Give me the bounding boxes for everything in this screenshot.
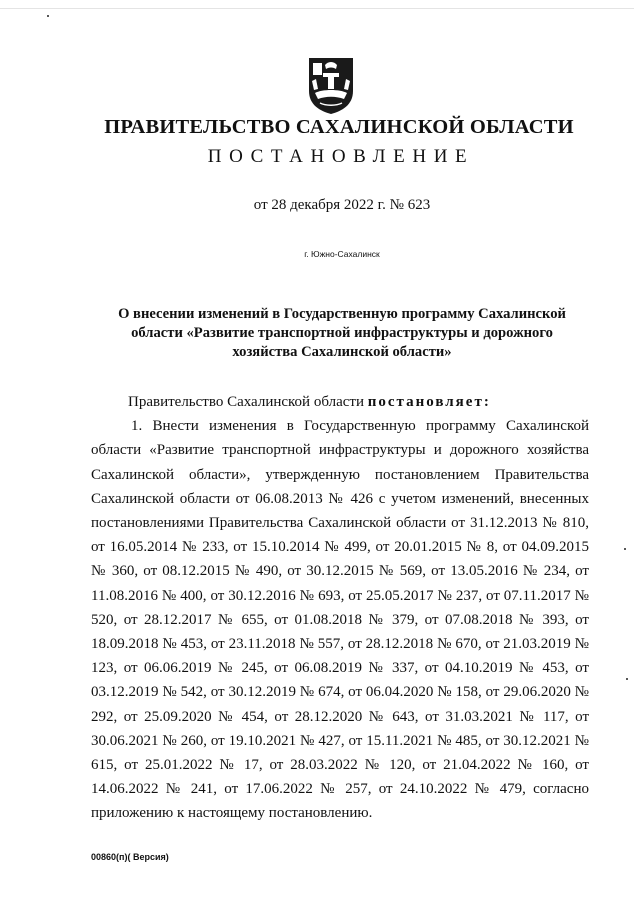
scan-speck	[626, 678, 628, 680]
document-title-line: области «Развитие транспортной инфраструктуры и дорожного	[131, 325, 553, 341]
item-1-paragraph: 1. Внести изменения в Государственную программу Сахалинской области «Развитие транспортной инфраструктуры и дорожного хозяйства Сахалинской области», утвержденную постановлением Правительства Сахалинской области от 06.08.2013 № 426 с учетом изменений, внесенных постановлениями Правительства Сахалинской области от 31.12.2013 № 810, от 16.05.2014 № 233, от 15.10.2014 № 499, от 20.01.2015 № 8, от 04.09.2015 № 360, от 08.12.2015 № 490, от 30.12.2015 № 569, от 13.05.2016 № 234, от 11.08.2016 № 400, от 30.12.2016 № 693, от 25.05.2017 № 237, от 07.11.2017 № 520, от 28.12.2017 № 655, от 01.08.2018 № 379, от 07.08.2018 № 393, от 18.09.2018 № 453, от 23.11.2018 № 557, от 28.12.2018 № 670, от 21.03.2019 № 123, от 06.06.2019 № 245, от 06.08.2019 № 337, от 04.10.2019 № 453, от 03.12.2019 № 542, от 30.12.2019 № 674, от 06.04.2020 № 158, от 29.06.2020 № 292, от 25.09.2020 № 454, от 28.12.2020 № 643, от 31.03.2021 № 117, от 30.06.2021 № 260, от 19.10.2021 № 427, от 15.11.2021 № 485, от 30.12.2021 № 615, от 25.01.2022 № 17, от 28.03.2022 № 120, от 21.04.2022 № 160, от 14.06.2022 № 241, от 17.06.2022 № 257, от 24.10.2022 № 479, согласно приложению к настоящему постановлению.	[91, 418, 589, 822]
scan-speck	[624, 548, 626, 550]
document-title	[96, 305, 588, 362]
document-date-number: от 28 декабря 2022 г. № 623	[253, 197, 431, 213]
scan-edge	[0, 8, 634, 9]
intro-prefix: Правительство Сахалинской области	[128, 394, 368, 410]
coat-of-arms-icon	[306, 55, 356, 115]
organization-name: ПРАВИТЕЛЬСТВО САХАЛИНСКОЙ ОБЛАСТИ	[104, 116, 574, 138]
document-title-line: О внесении изменений в Государственную программу Сахалинской	[118, 306, 566, 322]
intro-paragraph	[91, 390, 589, 414]
document-title-line: хозяйства Сахалинской области»	[232, 344, 452, 360]
intro-action: постановляет:	[367, 394, 491, 410]
document-body	[91, 390, 589, 826]
document-city: г. Южно-Сахалинск	[304, 249, 380, 259]
scan-speck	[47, 15, 49, 17]
footer-form-code: 00860(п)( Версия)	[91, 852, 169, 862]
document-type: ПОСТАНОВЛЕНИЕ	[207, 146, 475, 167]
